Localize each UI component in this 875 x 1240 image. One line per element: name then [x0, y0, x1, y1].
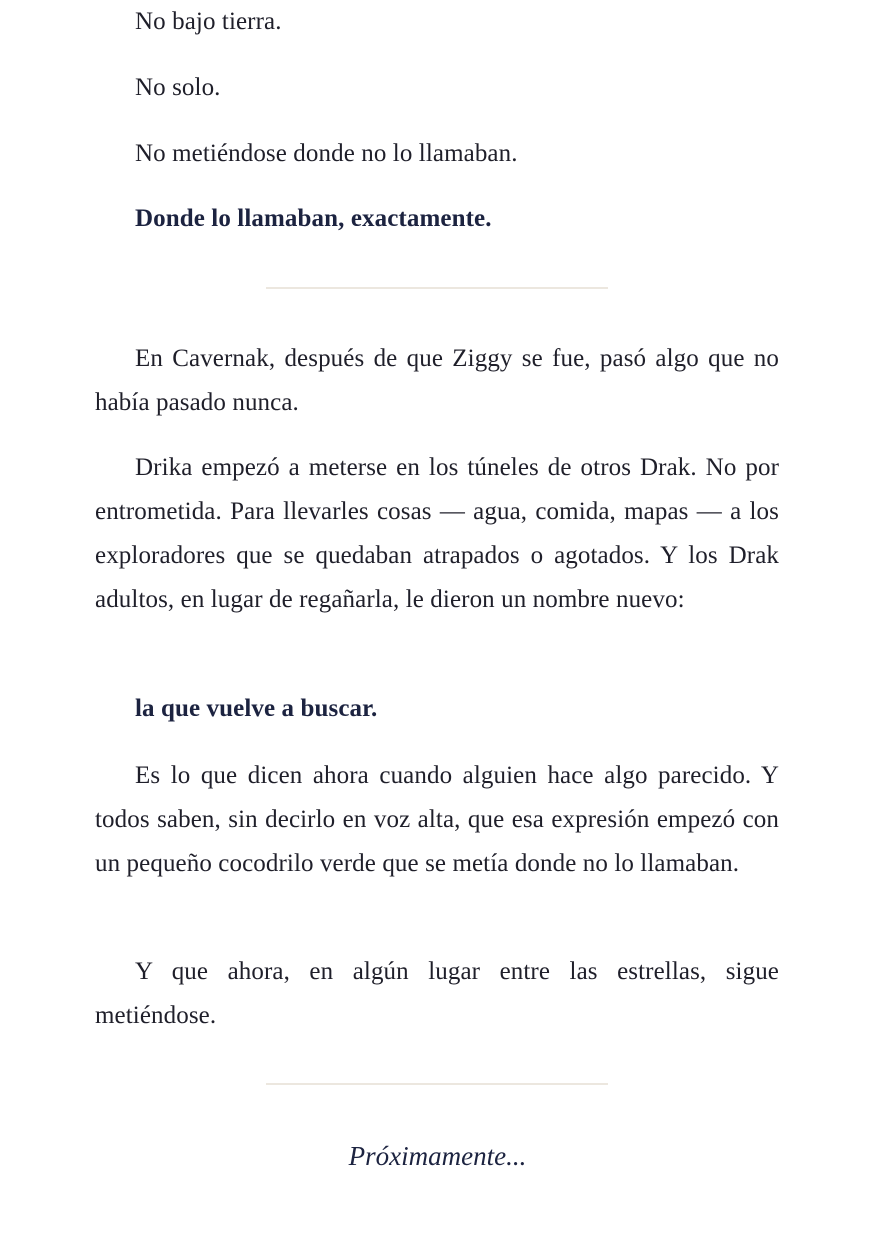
- paragraph-y-que-ahora: Y que ahora, en algún lugar entre las estrellas, sigue metiéndose.: [95, 958, 779, 1029]
- paragraph-cavernak: En Cavernak, después de que Ziggy se fue, pasó algo que no había pasado nunca.: [95, 345, 779, 416]
- line-donde-lo-llamaban: Donde lo llamaban, exactamente.: [135, 205, 492, 232]
- section-divider-bottom: [266, 1083, 608, 1085]
- line-no-metiendose: No metiéndose donde no lo llamaban.: [135, 140, 518, 167]
- line-no-bajo-tierra: No bajo tierra.: [135, 8, 282, 35]
- line-la-que-vuelve: la que vuelve a buscar.: [135, 695, 378, 722]
- paragraph-es-lo-que-dicen: Es lo que dicen ahora cuando alguien hace algo parecido. Y todos saben, sin decirlo en voz alta, que esa expresión empezó con un pequeño cocodrilo verde que se metía donde no lo llamaban.: [95, 762, 779, 877]
- line-no-solo: No solo.: [135, 74, 221, 101]
- paragraph-drika: Drika empezó a meterse en los túneles de otros Drak. No por entrometida. Para llevarles cosas — agua, comida, mapas — a los exploradores que se quedaban atrapados o agotados. Y los Drak adultos, en lugar de regañarla, le dieron un nombre nuevo:: [95, 454, 779, 613]
- section-divider-top: [266, 287, 608, 289]
- coming-soon-text: Próximamente...: [348, 1141, 527, 1171]
